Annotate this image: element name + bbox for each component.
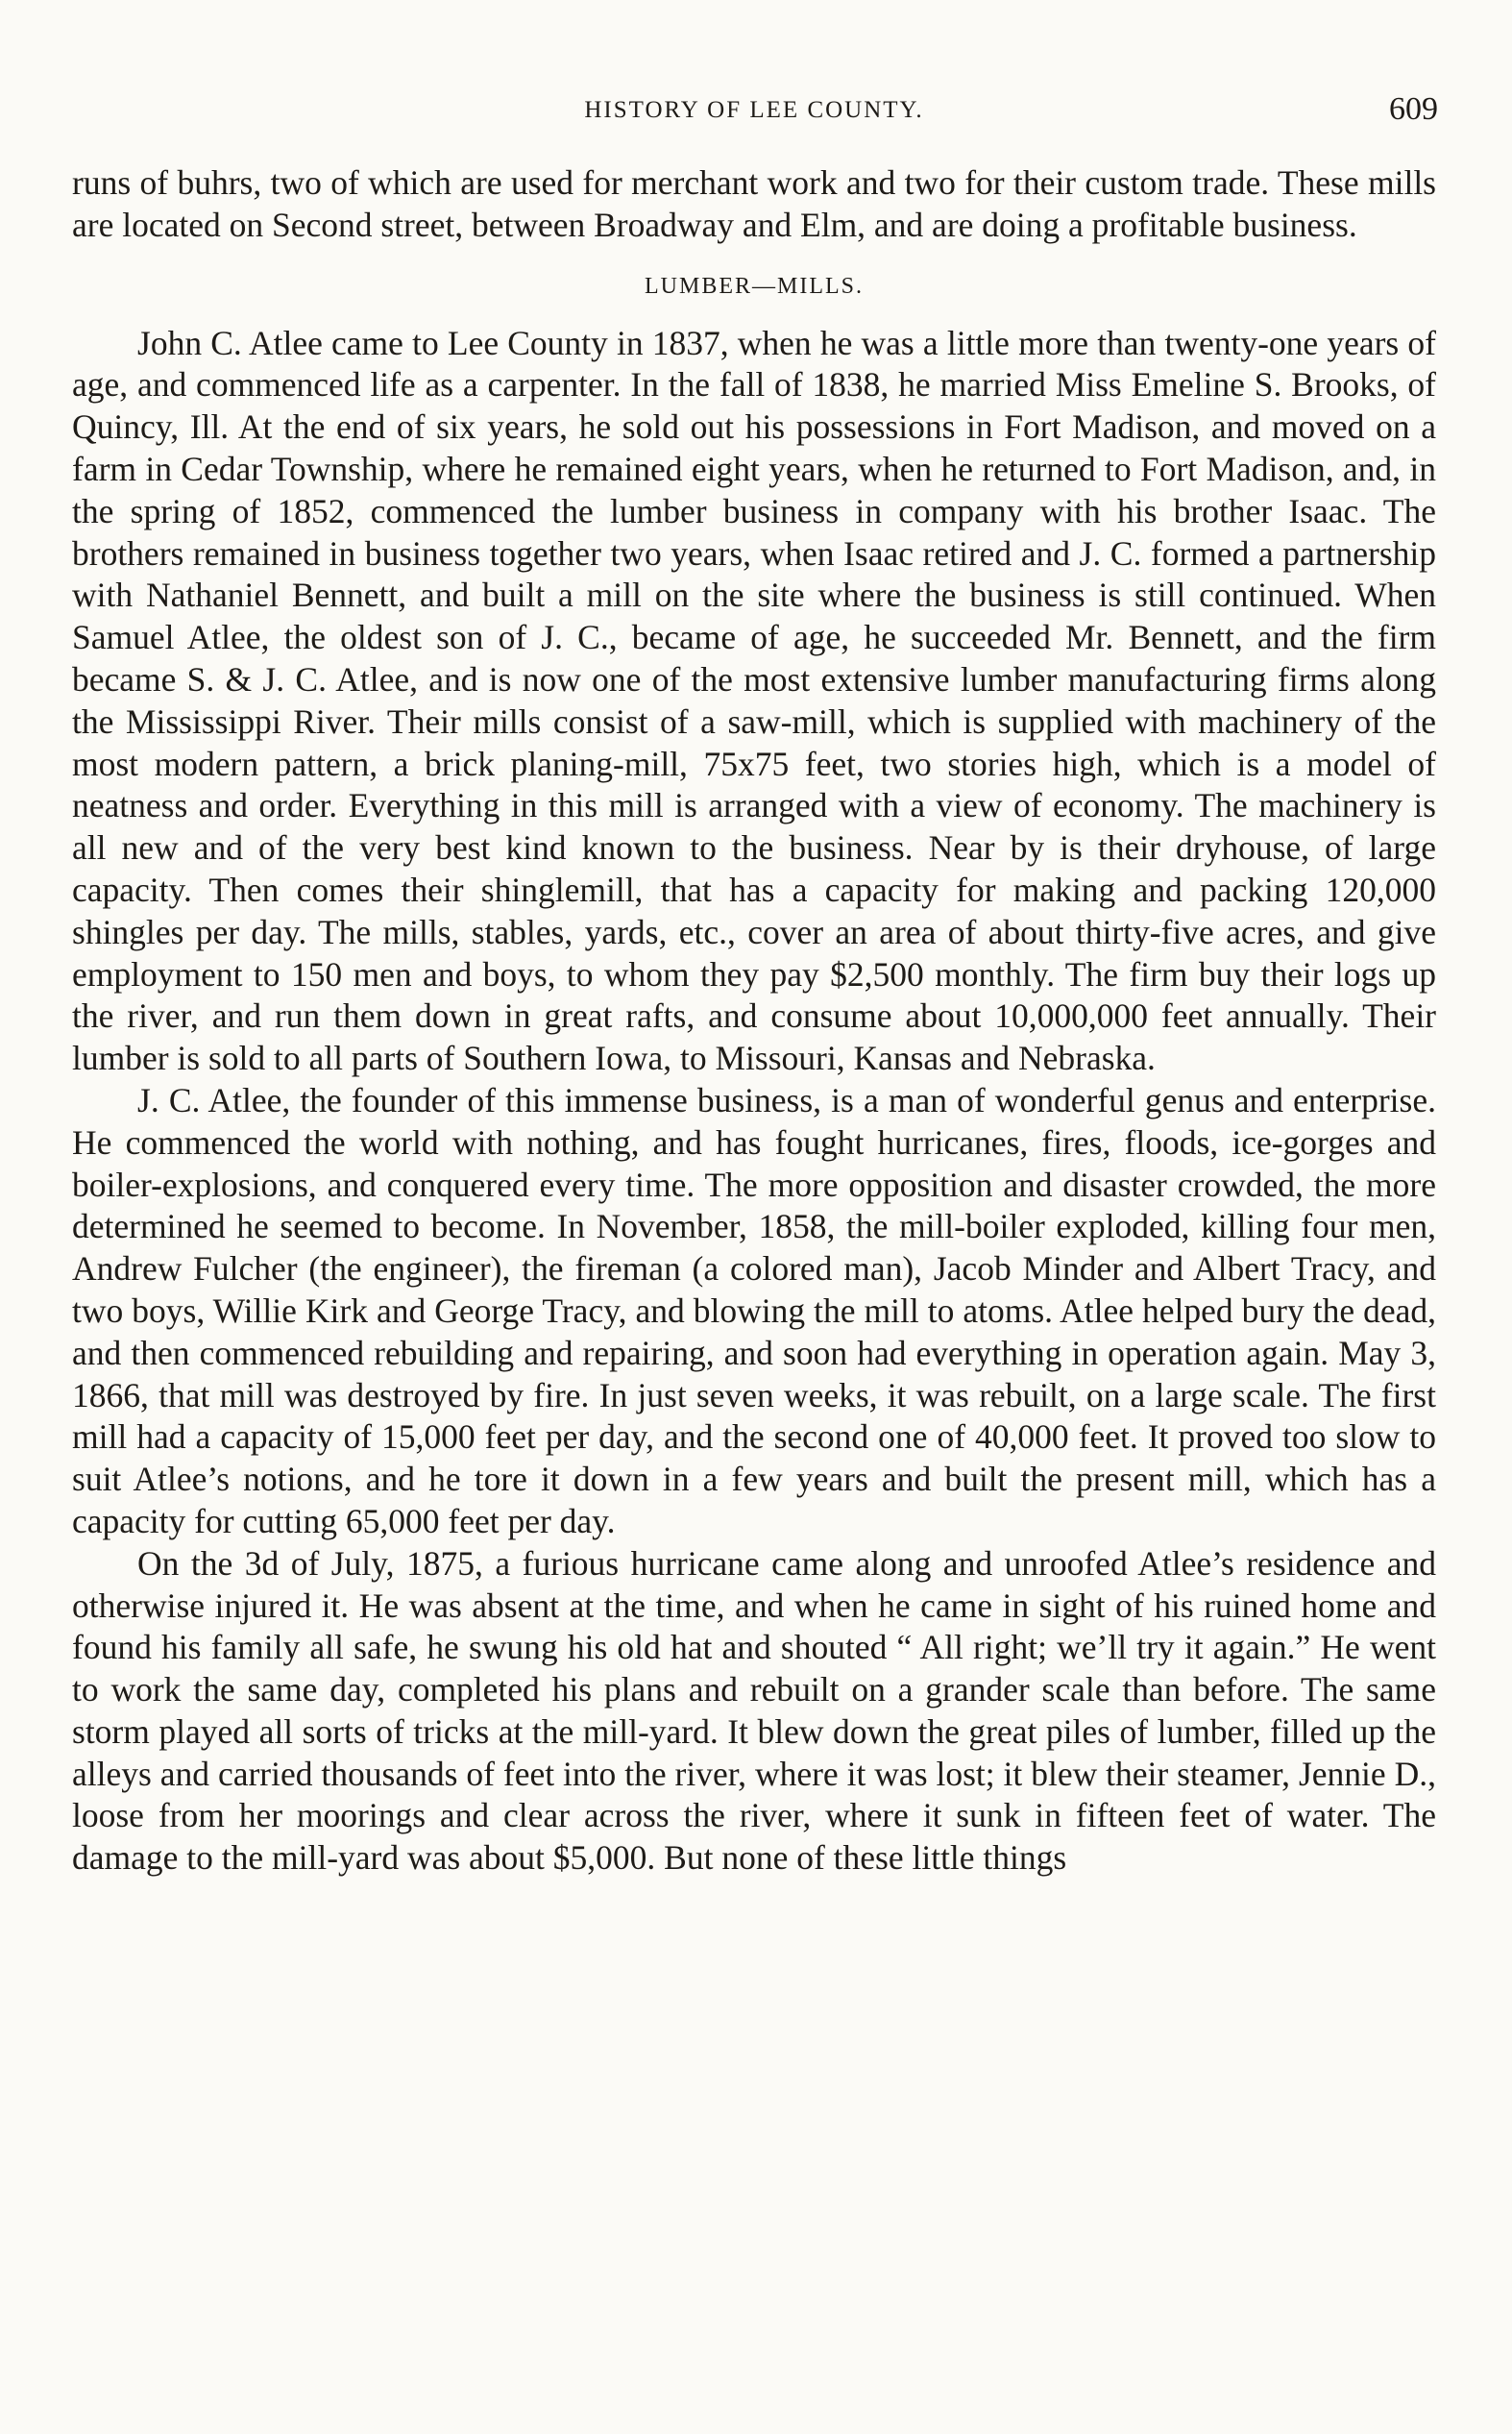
book-page [72,91,1436,1880]
running-head: HISTORY OF LEE COUNTY. [584,97,924,123]
paragraph-continued: runs of buhrs, two of which are used for merchant work and two for their custom trade. These mills are located on Second street, between Broadway and Elm, and are doing a profitable business. [72,163,1436,244]
page-header [72,91,1436,135]
paragraph-atlee-history: John C. Atlee came to Lee County in 1837, when he was a little more than twenty-one years of age, and commenced life as a carpenter. In the fall of 1838, he married Miss Emeline S. Brooks, of Quincy, Ill. At the end of six years, he sold out his possessions in Fort Madison, and moved on a farm in Cedar Township, where he remained eight years, when he returned to Fort Madison, and, in the spring of 1852, commenced the lumber business in company with his brother Isaac. The brothers remained in business together two years, when Isaac retired and J. C. formed a partnership with Nathaniel Bennett, and built a mill on the site where the business is still continued. When Samuel Atlee, the oldest son of J. C., became of age, he succeeded Mr. Bennett, and the firm became S. & J. C. Atlee, and is now one of the most extensive lumber manufacturing firms along the Mississippi River. Their mills consist of a saw-mill, which is supplied with machinery of the most modern pattern, a brick planing-mill, 75x75 feet, two stories high, which is a model of neatness and order. Everything in this mill is arranged with a view of economy. The machinery is all new and of the very best kind known to the business. Near by is their dryhouse, of large capacity. Then comes their shinglemill, that has a capacity for making and packing 120,000 shingles per day. The mills, stables, yards, etc., cover an area of about thirty-five acres, and give employment to 150 men and boys, to whom they pay $2,500 monthly. The firm buy their logs up the river, and run them down in great rafts, and consume about 10,000,000 feet annually. Their lumber is sold to all parts of Southern Iowa, to Missouri, Kansas and Nebraska. [72,323,1436,1078]
paragraph-atlee-founder: J. C. Atlee, the founder of this immense business, is a man of wonderful genus and enterprise. He commenced the world with nothing, and has fought hurricanes, fires, floods, ice-gorges and boiler-explosions, and conquered every time. The more opposition and disaster crowded, the more determined he seemed to become. In November, 1858, the mill-boiler exploded, killing four men, Andrew Fulcher (the engineer), the fireman (a colored man), Jacob Minder and Albert Tracy, and two boys, Willie Kirk and George Tracy, and blowing the mill to atoms. Atlee helped bury the dead, and then commenced rebuilding and repairing, and soon had everything in operation again. May 3, 1866, that mill was destroyed by fire. In just seven weeks, it was rebuilt, on a large scale. The first mill had a capacity of 15,000 feet per day, and the second one of 40,000 feet. It proved too slow to suit Atlee’s notions, and he tore it down in a few years and built the present mill, which has a capacity for cutting 65,000 feet per day. [72,1080,1436,1540]
section-heading: LUMBER—MILLS. [644,273,864,299]
paragraph-hurricane: On the 3d of July, 1875, a furious hurricane came along and unroofed Atlee’s residence and otherwise injured it. He was absent at the time, and when he came in sight of his ruined home and found his family all safe, he swung his old hat and shouted “ All right; we’ll try it again.” He went to work the same day, completed his plans and rebuilt on a grander scale than before. The same storm played all sorts of tricks at the mill-yard. It blew down the great piles of lumber, filled up the alleys and carried thousands of feet into the river, where it was lost; it blew their steamer, Jennie D., loose from her moorings and clear across the river, where it sunk in fifteen feet of water. The damage to the mill-yard was about $5,000. But none of these little things [72,1543,1436,1878]
page-number: 609 [1389,91,1438,127]
